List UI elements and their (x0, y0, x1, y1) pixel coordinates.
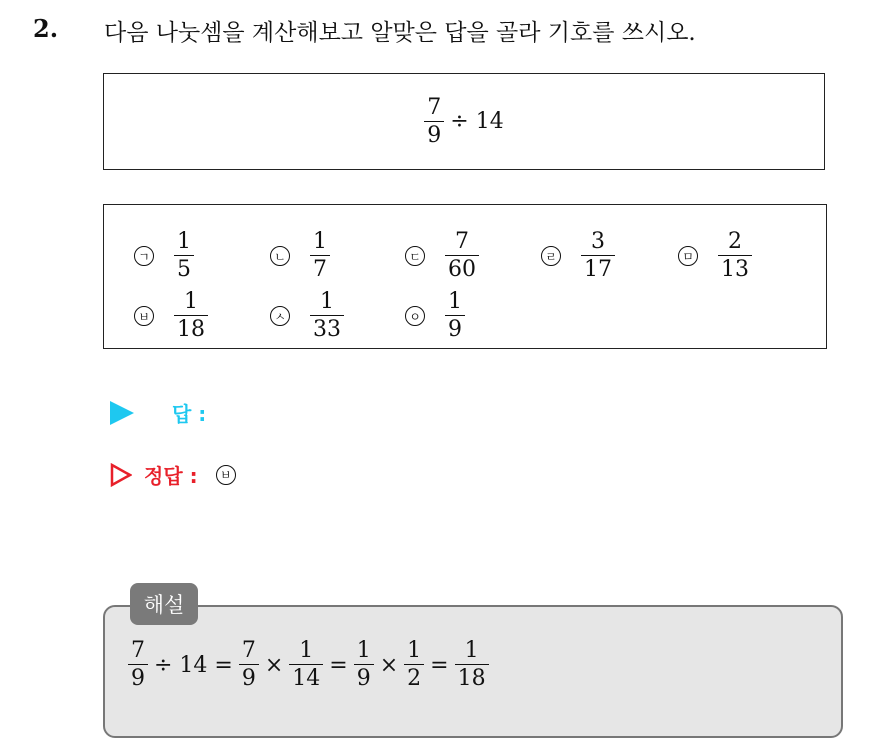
numerator: 1 (448, 289, 462, 314)
denominator: 60 (445, 255, 479, 281)
question-number: 2. (33, 14, 59, 43)
divide-operator: ÷ 14 (450, 109, 504, 134)
fraction (289, 640, 323, 690)
numerator: 7 (131, 638, 145, 663)
answer-row (110, 398, 206, 427)
choice-item[interactable] (134, 291, 208, 341)
choice-fraction (174, 291, 208, 341)
numerator: 1 (356, 638, 371, 663)
denominator: 18 (174, 315, 208, 341)
denominator: 9 (424, 121, 444, 147)
numerator: 2 (728, 229, 742, 254)
denominator: 9 (354, 664, 374, 690)
correct-answer-row (110, 460, 236, 489)
fraction (239, 640, 259, 690)
choice-mark: ㄱ (134, 246, 154, 266)
choice-fraction (581, 231, 615, 281)
numerator: 1 (184, 289, 198, 314)
question-text: 다음 나눗셈을 계산해보고 알맞은 답을 골라 기호를 쓰시오. (104, 20, 696, 46)
fraction (128, 640, 148, 690)
numerator: 1 (299, 638, 314, 663)
fraction-seven-ninths (424, 94, 444, 148)
explanation-tag: 해설 (130, 583, 198, 625)
choice-fraction (310, 231, 330, 281)
choice-mark: ㅇ (405, 306, 425, 326)
choice-fraction (718, 231, 752, 281)
expression (424, 94, 504, 148)
denominator: 7 (310, 255, 330, 281)
denominator: 14 (289, 664, 323, 690)
outline-triangle-icon (110, 463, 132, 487)
numerator: 3 (591, 229, 605, 254)
choice-fraction (174, 231, 194, 281)
denominator: 9 (445, 315, 465, 341)
operator: × (379, 652, 399, 678)
fraction (455, 640, 489, 690)
choice-item[interactable] (270, 291, 344, 341)
choice-item[interactable] (270, 231, 330, 281)
choice-mark: ㅁ (678, 246, 698, 266)
numerator: 1 (407, 638, 422, 663)
operator: = (329, 652, 348, 678)
numerator: 1 (313, 229, 327, 254)
choice-mark: ㄷ (405, 246, 425, 266)
choice-mark: ㅂ (134, 306, 154, 326)
numerator: 7 (455, 229, 469, 254)
choice-fraction (310, 291, 344, 341)
choice-item[interactable] (405, 291, 465, 341)
choice-item[interactable] (541, 231, 615, 281)
solution-equation (128, 640, 489, 690)
choices-box (103, 204, 827, 349)
numerator: 7 (241, 638, 256, 663)
choice-mark: ㄴ (270, 246, 290, 266)
fraction (404, 640, 424, 690)
play-triangle-icon (110, 401, 134, 425)
choice-fraction (445, 231, 479, 281)
numerator: 1 (464, 638, 479, 663)
denominator: 5 (174, 255, 194, 281)
denominator: 18 (455, 664, 489, 690)
denominator: 13 (718, 255, 752, 281)
answer-label: 답 : (172, 402, 207, 426)
choice-item[interactable] (678, 231, 752, 281)
operator: × (264, 652, 284, 678)
correct-answer-label: 정답 : (144, 464, 198, 488)
denominator: 9 (128, 664, 148, 690)
numerator: 1 (177, 229, 191, 254)
choice-mark: ㅅ (270, 306, 290, 326)
expression-box (103, 73, 825, 170)
denominator: 17 (581, 255, 615, 281)
numerator: 7 (427, 94, 442, 120)
choice-item[interactable] (134, 231, 194, 281)
denominator: 9 (239, 664, 259, 690)
operator: = (430, 652, 449, 678)
denominator: 33 (310, 315, 344, 341)
operator: ÷ 14 = (154, 652, 233, 678)
numerator: 1 (320, 289, 334, 314)
choice-mark: ㄹ (541, 246, 561, 266)
denominator: 2 (404, 664, 424, 690)
correct-answer-mark: ㅂ (216, 465, 236, 485)
choice-item[interactable] (405, 231, 479, 281)
choice-fraction (445, 291, 465, 341)
fraction (354, 640, 374, 690)
